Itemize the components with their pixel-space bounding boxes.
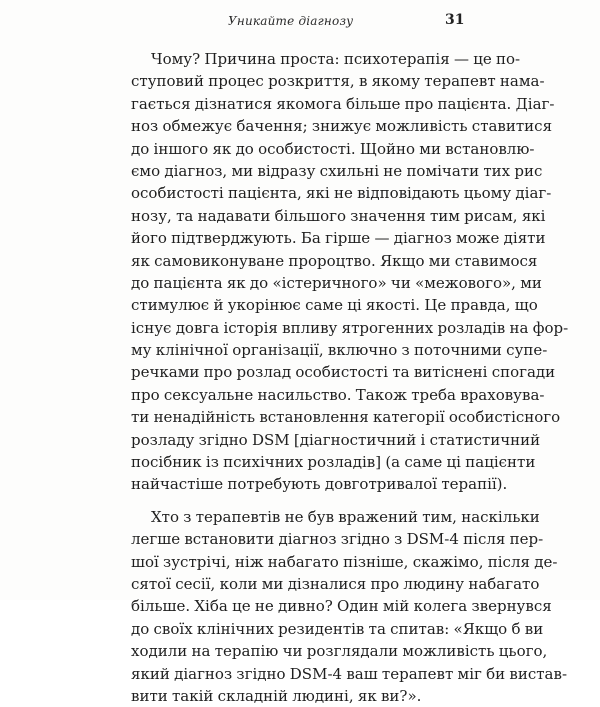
- text-line: про сексуальне насильство. Також треба враховува-: [131, 385, 545, 404]
- text-line: як самовиконуване пророцтво. Якщо ми ставимося: [131, 251, 538, 270]
- text-line: існує довга історія впливу ятрогенних розладів на фор-: [131, 318, 569, 337]
- text-line: ємо діагноз, ми відразу схильні не помічати тих рис: [131, 161, 543, 180]
- text-line: його підтверджують. Ба гірше — діагноз може діяти: [131, 229, 546, 248]
- text-line: сятої сесії, коли ми дізналися про людину набагато: [131, 574, 540, 593]
- text-line: найчастіше потребують довготривалої терапії).: [131, 475, 508, 494]
- text-line: особистості пацієнта, які не відповідають цьому діаг-: [131, 184, 552, 203]
- text-line: Хто з терапевтів не був вражений тим, наскільки: [151, 507, 540, 526]
- text-line: розладу згідно DSM [діагностичний і статистичний: [131, 430, 541, 449]
- text-line: ноз обмежує бачення; знижує можливість ставитися: [131, 117, 553, 136]
- text-line: ступовий процес розкриття, в якому терапевт нама-: [131, 72, 545, 91]
- page-number: 31: [445, 12, 465, 28]
- text-line: ходили на терапію чи розглядали можливість цього,: [131, 642, 548, 661]
- text-line: більше. Хіба це не дивно? Один мій колега звернувся: [131, 597, 552, 616]
- text-line: вити такій складній людині, як ви?».: [131, 686, 422, 705]
- text-line: ти ненадійність встановлення категорії особистісного: [131, 408, 561, 427]
- text-line: речками про розлад особистості та витіснені спогади: [131, 363, 556, 382]
- text-line: до іншого як до особистості. Щойно ми встановлю-: [131, 139, 535, 158]
- text-line: який діагноз згідно DSM-4 ваш терапевт міг би вистав-: [131, 664, 568, 683]
- paragraph-gap: [131, 496, 471, 506]
- running-title: Уникайте діагнозу: [228, 14, 354, 28]
- text-line: стимулює й укорінює саме ці якості. Це правда, що: [131, 296, 538, 315]
- text-line: легше встановити діагноз згідно з DSM-4 після пер-: [131, 530, 544, 549]
- text-line: до пацієнта як до «істеричного» чи «межового», ми: [131, 273, 542, 292]
- text-line: нозу, та надавати більшого значення тим рисам, які: [131, 206, 546, 225]
- text-line: посібник із психічних розладів] (а саме ці пацієнти: [131, 453, 536, 472]
- text-line: до своїх клінічних резидентів та спитав: «Якщо б ви: [131, 619, 544, 638]
- text-line: му клінічної організації, включно з поточними супе-: [131, 341, 548, 360]
- text-line: шої зустрічі, ніж набагато пізніше, скажімо, після де-: [131, 552, 558, 571]
- text-line: гається дізнатися якомога більше про пацієнта. Діаг-: [131, 94, 555, 113]
- body-text: [131, 48, 569, 707]
- text-line: Чому? Причина проста: психотерапія — це по-: [151, 50, 521, 68]
